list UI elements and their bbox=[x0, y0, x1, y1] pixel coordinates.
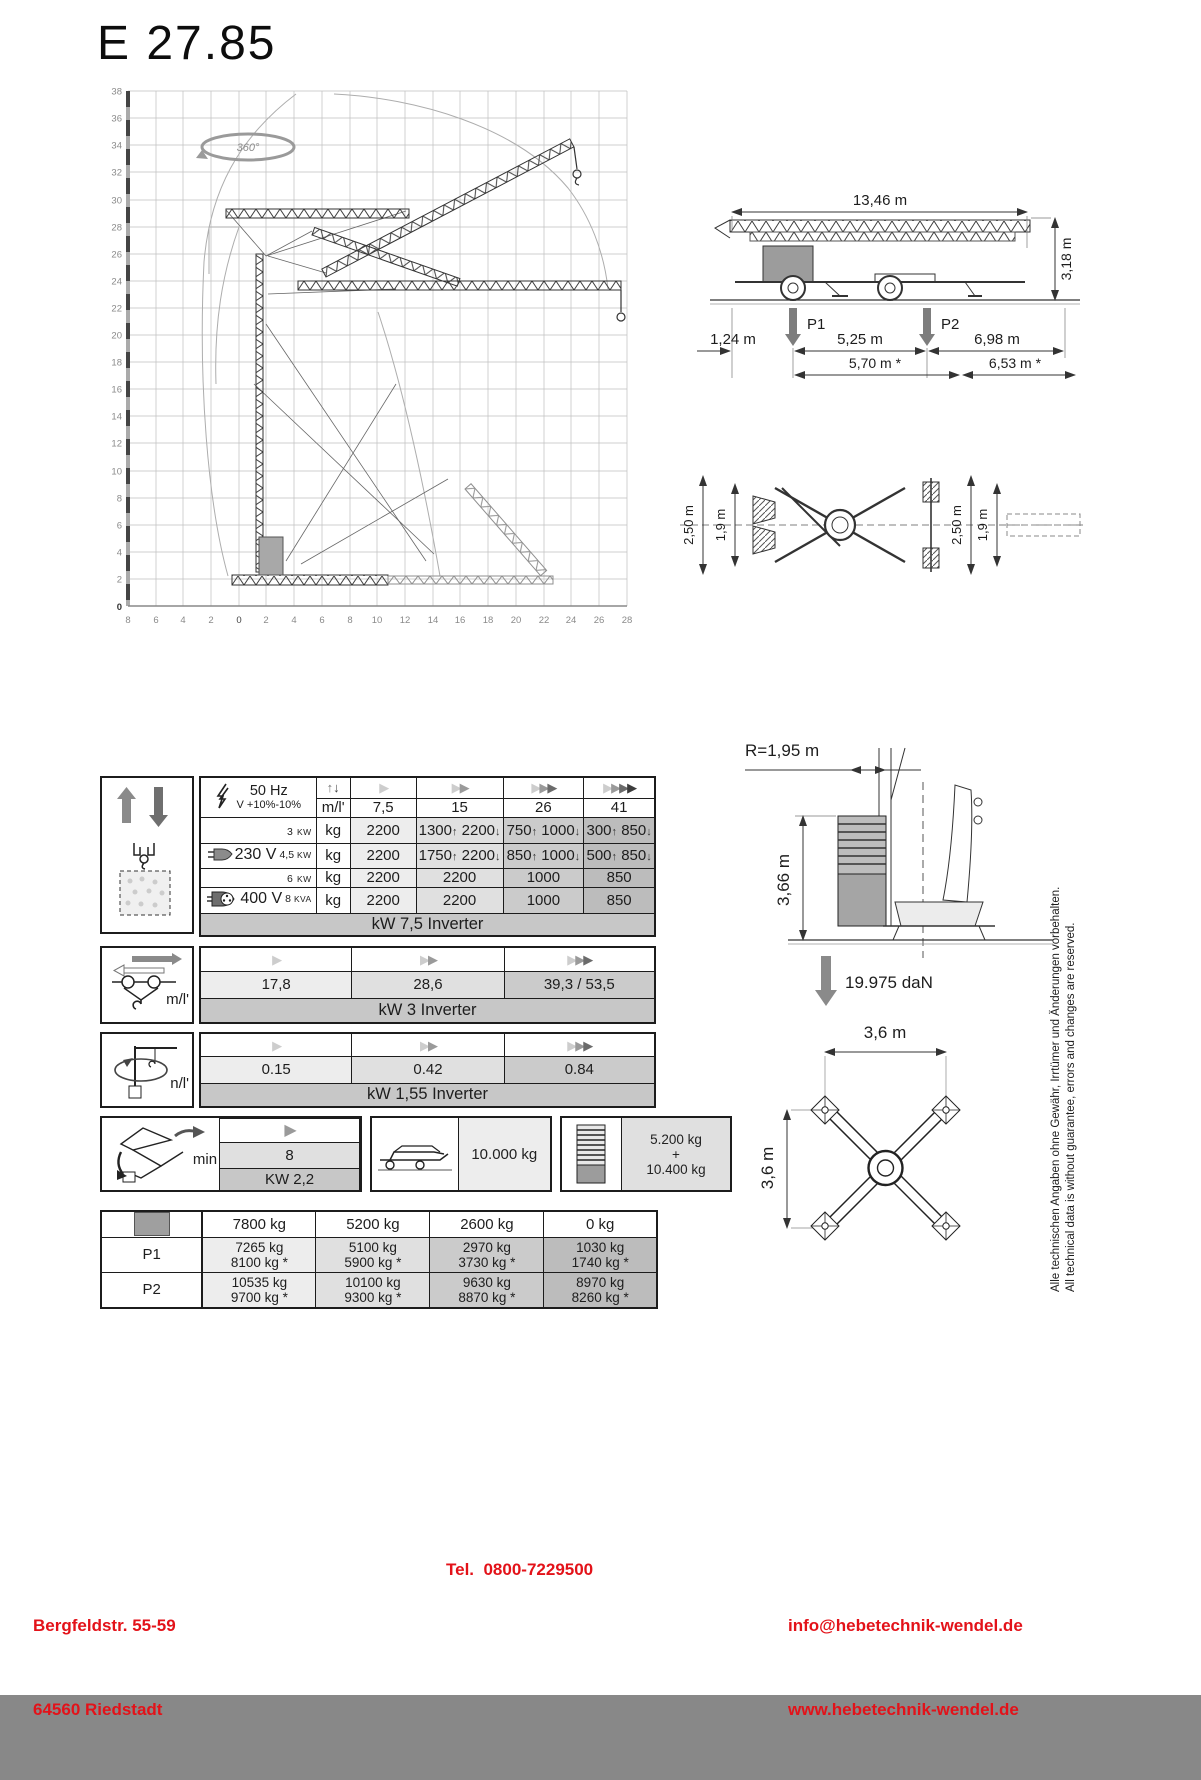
svg-text:28: 28 bbox=[111, 222, 122, 234]
axis-rulers bbox=[128, 91, 627, 606]
ballast-square-icon bbox=[134, 1212, 170, 1236]
plug-400v-icon bbox=[207, 891, 237, 907]
footer-contact bbox=[788, 1556, 1023, 1780]
footer-website-link[interactable]: www.hebetechnik-wendel.de bbox=[788, 1700, 1019, 1719]
corner-loads-table bbox=[100, 1210, 658, 1309]
ballast-square-cell bbox=[101, 1211, 202, 1237]
speed-step-4-icon: ▶▶▶▶ bbox=[584, 777, 655, 798]
erection-time-table bbox=[219, 1118, 360, 1191]
trolley-step-2-icon: ▶▶ bbox=[352, 947, 504, 972]
svg-text:8: 8 bbox=[125, 615, 131, 626]
svg-text:3,66 m: 3,66 m bbox=[774, 854, 793, 906]
ballast-stack-icon bbox=[573, 1123, 609, 1185]
tower-ballast-silhouette bbox=[838, 748, 995, 958]
svg-text:2: 2 bbox=[208, 615, 214, 626]
svg-text:24: 24 bbox=[565, 615, 577, 626]
footer-address bbox=[33, 1556, 176, 1780]
svg-text:2,50 m: 2,50 m bbox=[681, 505, 696, 545]
hoist-speed-1: 7,5 bbox=[350, 798, 416, 817]
slewing-motor-label: kW 1,55 Inverter bbox=[200, 1083, 655, 1107]
speed-step-1-icon: ▶ bbox=[350, 777, 416, 798]
trolley-icon-box bbox=[100, 946, 194, 1024]
voltage-tolerance-label: V +10%-10% bbox=[236, 799, 302, 812]
p1-label: P1 bbox=[101, 1237, 202, 1272]
svg-text:0: 0 bbox=[116, 602, 122, 613]
svg-text:36: 36 bbox=[111, 113, 122, 125]
svg-text:4: 4 bbox=[180, 615, 186, 626]
crane-side-silhouette bbox=[710, 220, 1080, 304]
svg-text:16: 16 bbox=[111, 384, 122, 396]
svg-text:P1: P1 bbox=[807, 316, 826, 333]
footer-street: Bergfeldstr. 55-59 bbox=[33, 1616, 176, 1635]
svg-text:6,53 m *: 6,53 m * bbox=[988, 355, 1042, 371]
svg-text:P2: P2 bbox=[941, 316, 960, 333]
bottom-dimensions bbox=[697, 308, 1075, 378]
trolley-unit: m/l' bbox=[166, 991, 189, 1008]
hoist-motor-label: kW 7,5 Inverter bbox=[200, 913, 655, 936]
outrigger-base-diagram bbox=[733, 1018, 1068, 1298]
base-width-label: 3,6 m bbox=[863, 1023, 907, 1042]
corner-force-value: 19.975 daN bbox=[845, 973, 933, 992]
ballast-weight-value: 5.200 kg + 10.400 kg bbox=[622, 1118, 730, 1190]
power-supply-header bbox=[200, 777, 316, 817]
ballast-radius-diagram bbox=[733, 730, 1068, 1025]
side-view-drawing bbox=[675, 188, 1090, 398]
svg-text:6,98 m: 6,98 m bbox=[974, 331, 1020, 348]
trailer-icon-cell bbox=[372, 1118, 459, 1190]
trailer-icon bbox=[376, 1134, 454, 1174]
slewing-speed-1: 0.15 bbox=[200, 1057, 352, 1083]
slew-ring bbox=[869, 1151, 903, 1185]
ballast-icon-cell bbox=[562, 1118, 622, 1190]
grid-lines bbox=[128, 91, 627, 606]
svg-text:18: 18 bbox=[111, 357, 122, 369]
working-range-diagram bbox=[96, 84, 656, 646]
ballast-block bbox=[259, 537, 283, 575]
loads-header-3: 2600 kg bbox=[430, 1211, 544, 1237]
loads-header-4: 0 kg bbox=[544, 1211, 657, 1237]
svg-text:16: 16 bbox=[454, 615, 466, 626]
trolley-speed-2: 28,6 bbox=[352, 972, 504, 999]
svg-text:38: 38 bbox=[111, 86, 122, 98]
hoist-row-3kw: 3 KW kg 2200 1300↑ 2200↓ 750↑ 1000↓ 300↑ 850↓ bbox=[200, 817, 655, 843]
svg-text:13,46 m: 13,46 m bbox=[852, 192, 908, 209]
svg-text:1,9 m: 1,9 m bbox=[975, 508, 990, 542]
hoist-row-45kw: 230 V 4,5 KW kg 2200 1750↑ 2200↓ 850↑ 1000↓ 500↑ 850↓ bbox=[200, 843, 655, 868]
speed-step-2-icon: ▶▶ bbox=[416, 777, 503, 798]
erection-icon-box bbox=[102, 1118, 219, 1190]
p2-label: P2 bbox=[101, 1272, 202, 1308]
slewing-table bbox=[199, 1032, 656, 1108]
slewing-table-block bbox=[100, 1032, 656, 1108]
hoist-table bbox=[199, 776, 656, 937]
radius-label: R=1,95 m bbox=[745, 741, 820, 760]
speed-step-3-icon: ▶▶▶ bbox=[503, 777, 584, 798]
slewing-step-3-icon: ▶▶▶ bbox=[504, 1033, 655, 1057]
erection-transport-block bbox=[100, 1116, 732, 1192]
loads-header-1: 7800 kg bbox=[202, 1211, 316, 1237]
svg-text:34: 34 bbox=[111, 140, 122, 152]
erection-unit: min bbox=[192, 1151, 218, 1168]
disclaimer-de: Alle technischen Angaben ohne Gewähr, Irrtümer und Änderungen vorbehalten. bbox=[1050, 886, 1062, 1292]
svg-text:6: 6 bbox=[116, 520, 122, 532]
svg-text:28: 28 bbox=[621, 615, 633, 626]
slewing-speed-3: 0.84 bbox=[504, 1057, 655, 1083]
svg-text:3,18 m: 3,18 m bbox=[1058, 237, 1074, 281]
footer-city: 64560 Riedstadt bbox=[33, 1700, 163, 1719]
svg-text:26: 26 bbox=[593, 615, 605, 626]
erection-time-box bbox=[100, 1116, 362, 1192]
svg-text:2: 2 bbox=[263, 615, 269, 626]
base-depth-label: 3,6 m bbox=[758, 1146, 777, 1190]
erection-time-value: 8 bbox=[220, 1143, 360, 1169]
trolley-table bbox=[199, 946, 656, 1024]
svg-text:8: 8 bbox=[116, 493, 122, 505]
transport-weight-value: 10.000 kg bbox=[459, 1118, 550, 1190]
erection-power: KW 2,2 bbox=[220, 1169, 360, 1191]
svg-text:18: 18 bbox=[482, 615, 494, 626]
svg-text:4: 4 bbox=[116, 547, 122, 559]
slewing-speed-2: 0.42 bbox=[352, 1057, 504, 1083]
lightning-icon bbox=[216, 784, 232, 810]
svg-text:10: 10 bbox=[371, 615, 383, 626]
svg-text:6: 6 bbox=[319, 615, 325, 626]
slewing-icon-box bbox=[100, 1032, 194, 1108]
p2-loads-row: P2 10535 kg 9700 kg * 10100 kg 9300 kg * 9630 kg 8870 kg * 8970 kg 8260 kg * bbox=[101, 1272, 657, 1308]
trolley-step-3-icon: ▶▶▶ bbox=[504, 947, 655, 972]
trolley-motor-label: kW 3 Inverter bbox=[200, 998, 655, 1023]
svg-text:1,24 m: 1,24 m bbox=[710, 331, 756, 348]
svg-text:20: 20 bbox=[510, 615, 522, 626]
footer-email-link[interactable]: info@hebetechnik-wendel.de bbox=[788, 1616, 1023, 1635]
svg-text:22: 22 bbox=[111, 303, 122, 315]
range-diagram-svg bbox=[96, 84, 656, 646]
slewing-step-1-icon: ▶ bbox=[200, 1033, 352, 1057]
svg-text:6: 6 bbox=[153, 615, 159, 626]
top-view-drawing bbox=[675, 458, 1090, 598]
loads-header-2: 5200 kg bbox=[316, 1211, 430, 1237]
svg-text:4: 4 bbox=[291, 615, 297, 626]
svg-text:0: 0 bbox=[236, 615, 242, 626]
svg-text:26: 26 bbox=[111, 249, 122, 261]
rotation-label: 360° bbox=[236, 142, 260, 154]
transport-weight-box bbox=[370, 1116, 552, 1192]
plug-230v-icon bbox=[208, 848, 232, 861]
hoist-row-400v: 400 V 8 KVA kg 2200 2200 1000 850 bbox=[200, 887, 655, 913]
frequency-label: 50 Hz bbox=[249, 783, 288, 800]
slewing-unit: n/l' bbox=[170, 1075, 189, 1092]
page-title: E 27.85 bbox=[97, 17, 277, 70]
corner-force-arrow bbox=[815, 956, 933, 1006]
p1-loads-row: P1 7265 kg 8100 kg * 5100 kg 5900 kg * 2970 kg 3730 kg * 1030 kg 1740 kg * bbox=[101, 1237, 657, 1272]
y-axis-labels bbox=[111, 87, 122, 614]
height-dimension bbox=[1031, 218, 1074, 300]
trolley-speed-3: 39,3 / 53,5 bbox=[504, 972, 655, 999]
hook-updown-icon: ↑↓ bbox=[316, 777, 350, 798]
svg-text:32: 32 bbox=[111, 167, 122, 179]
trolley-step-1-icon: ▶ bbox=[200, 947, 352, 972]
svg-text:20: 20 bbox=[111, 330, 122, 342]
svg-text:1,9 m: 1,9 m bbox=[713, 508, 728, 542]
footer-phone: Tel. 0800-7229500 bbox=[446, 1560, 594, 1579]
svg-text:5,70 m *: 5,70 m * bbox=[848, 355, 902, 371]
x-axis-labels bbox=[125, 615, 632, 626]
disclaimer-en: All technical data is without guarantee, errors and changes are reserved. bbox=[1064, 922, 1077, 1292]
svg-text:5,25 m: 5,25 m bbox=[837, 331, 883, 348]
svg-text:14: 14 bbox=[427, 615, 439, 626]
erection-step-icon: ▶ bbox=[220, 1119, 360, 1143]
hoist-table-block bbox=[100, 776, 656, 937]
slewing-step-2-icon: ▶▶ bbox=[352, 1033, 504, 1057]
disclaimer-text bbox=[1049, 772, 1078, 1292]
hoist-speed-3: 26 bbox=[503, 798, 584, 817]
corner-loads-block bbox=[100, 1210, 658, 1309]
svg-text:2: 2 bbox=[116, 574, 122, 586]
svg-text:10: 10 bbox=[111, 466, 122, 478]
hoist-icon bbox=[108, 785, 186, 925]
hoist-speed-2: 15 bbox=[416, 798, 503, 817]
hoist-unit: m/l' bbox=[316, 798, 350, 817]
trolley-speed-1: 17,8 bbox=[200, 972, 352, 999]
ballast-weight-box bbox=[560, 1116, 732, 1192]
hoist-icon-box bbox=[100, 776, 194, 934]
svg-text:14: 14 bbox=[111, 411, 122, 423]
trolley-table-block bbox=[100, 946, 656, 1024]
svg-text:24: 24 bbox=[111, 276, 122, 288]
svg-text:12: 12 bbox=[399, 615, 411, 626]
svg-text:8: 8 bbox=[347, 615, 353, 626]
hoist-speed-4: 41 bbox=[584, 798, 655, 817]
svg-text:30: 30 bbox=[111, 195, 122, 207]
svg-text:2,50 m: 2,50 m bbox=[949, 505, 964, 545]
hoist-row-6kw: 6 KW kg 2200 2200 1000 850 bbox=[200, 868, 655, 887]
svg-text:22: 22 bbox=[538, 615, 550, 626]
svg-text:12: 12 bbox=[111, 438, 122, 450]
height-dimension bbox=[774, 816, 836, 940]
